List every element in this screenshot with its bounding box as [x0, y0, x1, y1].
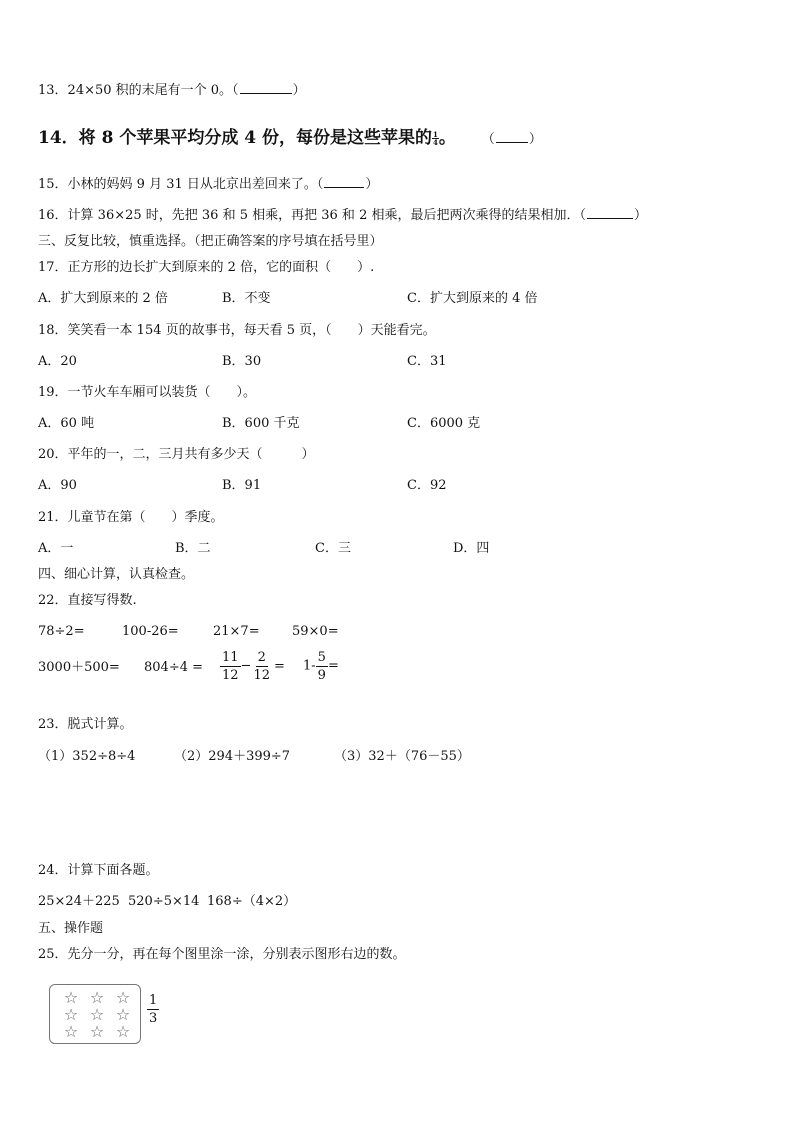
star-grid — [58, 988, 136, 1039]
answer-blank[interactable] — [240, 93, 292, 94]
star-icon[interactable]: ☆ — [89, 988, 105, 1007]
expression: （3）32＋（76－55） — [334, 749, 470, 764]
question-17: 17．正方形的边长扩大到原来的 2 倍，它的面积（ ）. — [38, 260, 375, 275]
question-15: 15．小林的妈妈 9 月 31 日从北京出差回来了。（ ） — [38, 177, 379, 192]
question-14: 14．将 8 个苹果平均分成 4 份，每份是这些苹果的 $\frac{1}{4}$ 。 （ ） — [38, 128, 542, 148]
expression: 78÷2= — [38, 624, 85, 639]
star-icon[interactable]: ☆ — [115, 988, 131, 1007]
question-24: 24．计算下面各题。 — [38, 863, 159, 878]
fraction-expression: $\frac{11}{12}$ − $\frac{2}{12}$ = — [222, 650, 285, 683]
question-13: 13．24×50 积的末尾有一个 0。（ ） — [38, 83, 306, 98]
answer-blank[interactable] — [324, 187, 364, 188]
expression: 3000＋500= — [38, 660, 120, 675]
question-16: 16．计算 36×25 时，先把 36 和 5 相乘，再把 36 和 2 相乘，最后把两次乘得的结果相加．（ ） — [38, 208, 647, 223]
star-icon[interactable]: ☆ — [63, 988, 79, 1007]
expression: （1）352÷8÷4 — [38, 749, 136, 764]
expression: （2）294＋399÷7 — [174, 749, 291, 764]
question-18: 18．笑笑看一本 154 页的故事书，每天看 5 页，（ ）天能看完。 — [38, 323, 436, 338]
section-3-heading: 三、反复比较，慎重选择。（把正确答案的序号填在括号里） — [38, 234, 383, 249]
option-b[interactable]: B．不变 — [222, 291, 271, 306]
section-4-heading: 四、细心计算，认真检查。 — [38, 567, 195, 582]
expression: 21×7= — [213, 624, 260, 639]
option-c[interactable]: C．92 — [407, 478, 447, 493]
question-20: 20．平年的一，二，三月共有多少天（ ） — [38, 447, 315, 462]
option-b[interactable]: B．二 — [175, 541, 211, 556]
question-13-text: 13．24×50 积的末尾有一个 0。（ — [38, 83, 239, 98]
fraction: $\frac{11}{12}$ — [222, 650, 239, 683]
fraction-expression: 1- $\frac{5}{9}$ = — [303, 650, 339, 683]
fraction: $\frac{1}{3}$ — [149, 993, 158, 1026]
expression: 520÷5×14 — [128, 894, 200, 909]
question-15-text: 15．小林的妈妈 9 月 31 日从北京出差回来了。（ — [38, 177, 324, 192]
option-a[interactable]: A．60 吨 — [38, 416, 95, 431]
answer-blank[interactable] — [587, 218, 633, 219]
option-a[interactable]: A．扩大到原来的 2 倍 — [38, 291, 168, 306]
option-c[interactable]: C．三 — [315, 541, 351, 556]
answer-blank[interactable] — [496, 142, 528, 143]
expression: 168÷（4×2） — [207, 894, 297, 909]
question-25: 25．先分一分，再在每个图里涂一涂，分别表示图形右边的数。 — [38, 947, 406, 962]
option-d[interactable]: D．四 — [453, 541, 490, 556]
option-b[interactable]: B．600 千克 — [222, 416, 300, 431]
option-a[interactable]: A．20 — [38, 354, 77, 369]
star-icon[interactable]: ☆ — [115, 1022, 131, 1041]
target-fraction — [147, 993, 159, 1026]
section-5-heading: 五、操作题 — [38, 921, 104, 936]
question-16-text: 16．计算 36×25 时，先把 36 和 5 相乘，再把 36 和 2 相乘，最后把两次乘得的结果相加．（ — [38, 208, 586, 223]
question-21: 21．儿童节在第（ ）季度。 — [38, 510, 224, 525]
star-figure[interactable] — [49, 984, 141, 1044]
option-a[interactable]: A．一 — [38, 541, 74, 556]
expression: 804÷4 = — [144, 660, 204, 675]
fraction: $\frac{1}{4}$ — [433, 130, 438, 147]
expression: 59×0= — [292, 624, 339, 639]
star-icon[interactable]: ☆ — [63, 1022, 79, 1041]
question-22: 22．直接写得数. — [38, 593, 137, 608]
fraction: $\frac{5}{9}$ — [317, 650, 326, 683]
expression: 100-26= — [122, 624, 179, 639]
option-c[interactable]: C．扩大到原来的 4 倍 — [407, 291, 538, 306]
fraction: $\frac{2}{12}$ — [253, 650, 270, 683]
option-b[interactable]: B．30 — [222, 354, 262, 369]
star-icon[interactable]: ☆ — [89, 1022, 105, 1041]
option-b[interactable]: B．91 — [222, 478, 262, 493]
star-icon[interactable]: ☆ — [63, 1005, 79, 1024]
option-c[interactable]: C．6000 克 — [407, 416, 481, 431]
question-23: 23．脱式计算。 — [38, 717, 133, 732]
question-14-text: 14．将 8 个苹果平均分成 4 份，每份是这些苹果的 — [38, 128, 432, 148]
star-icon[interactable]: ☆ — [89, 1005, 105, 1024]
option-a[interactable]: A．90 — [38, 478, 77, 493]
expression: 25×24＋225 — [38, 894, 120, 909]
option-c[interactable]: C．31 — [407, 354, 447, 369]
question-19: 19．一节火车车厢可以装货（ ）。 — [38, 385, 257, 400]
star-icon[interactable]: ☆ — [115, 1005, 131, 1024]
